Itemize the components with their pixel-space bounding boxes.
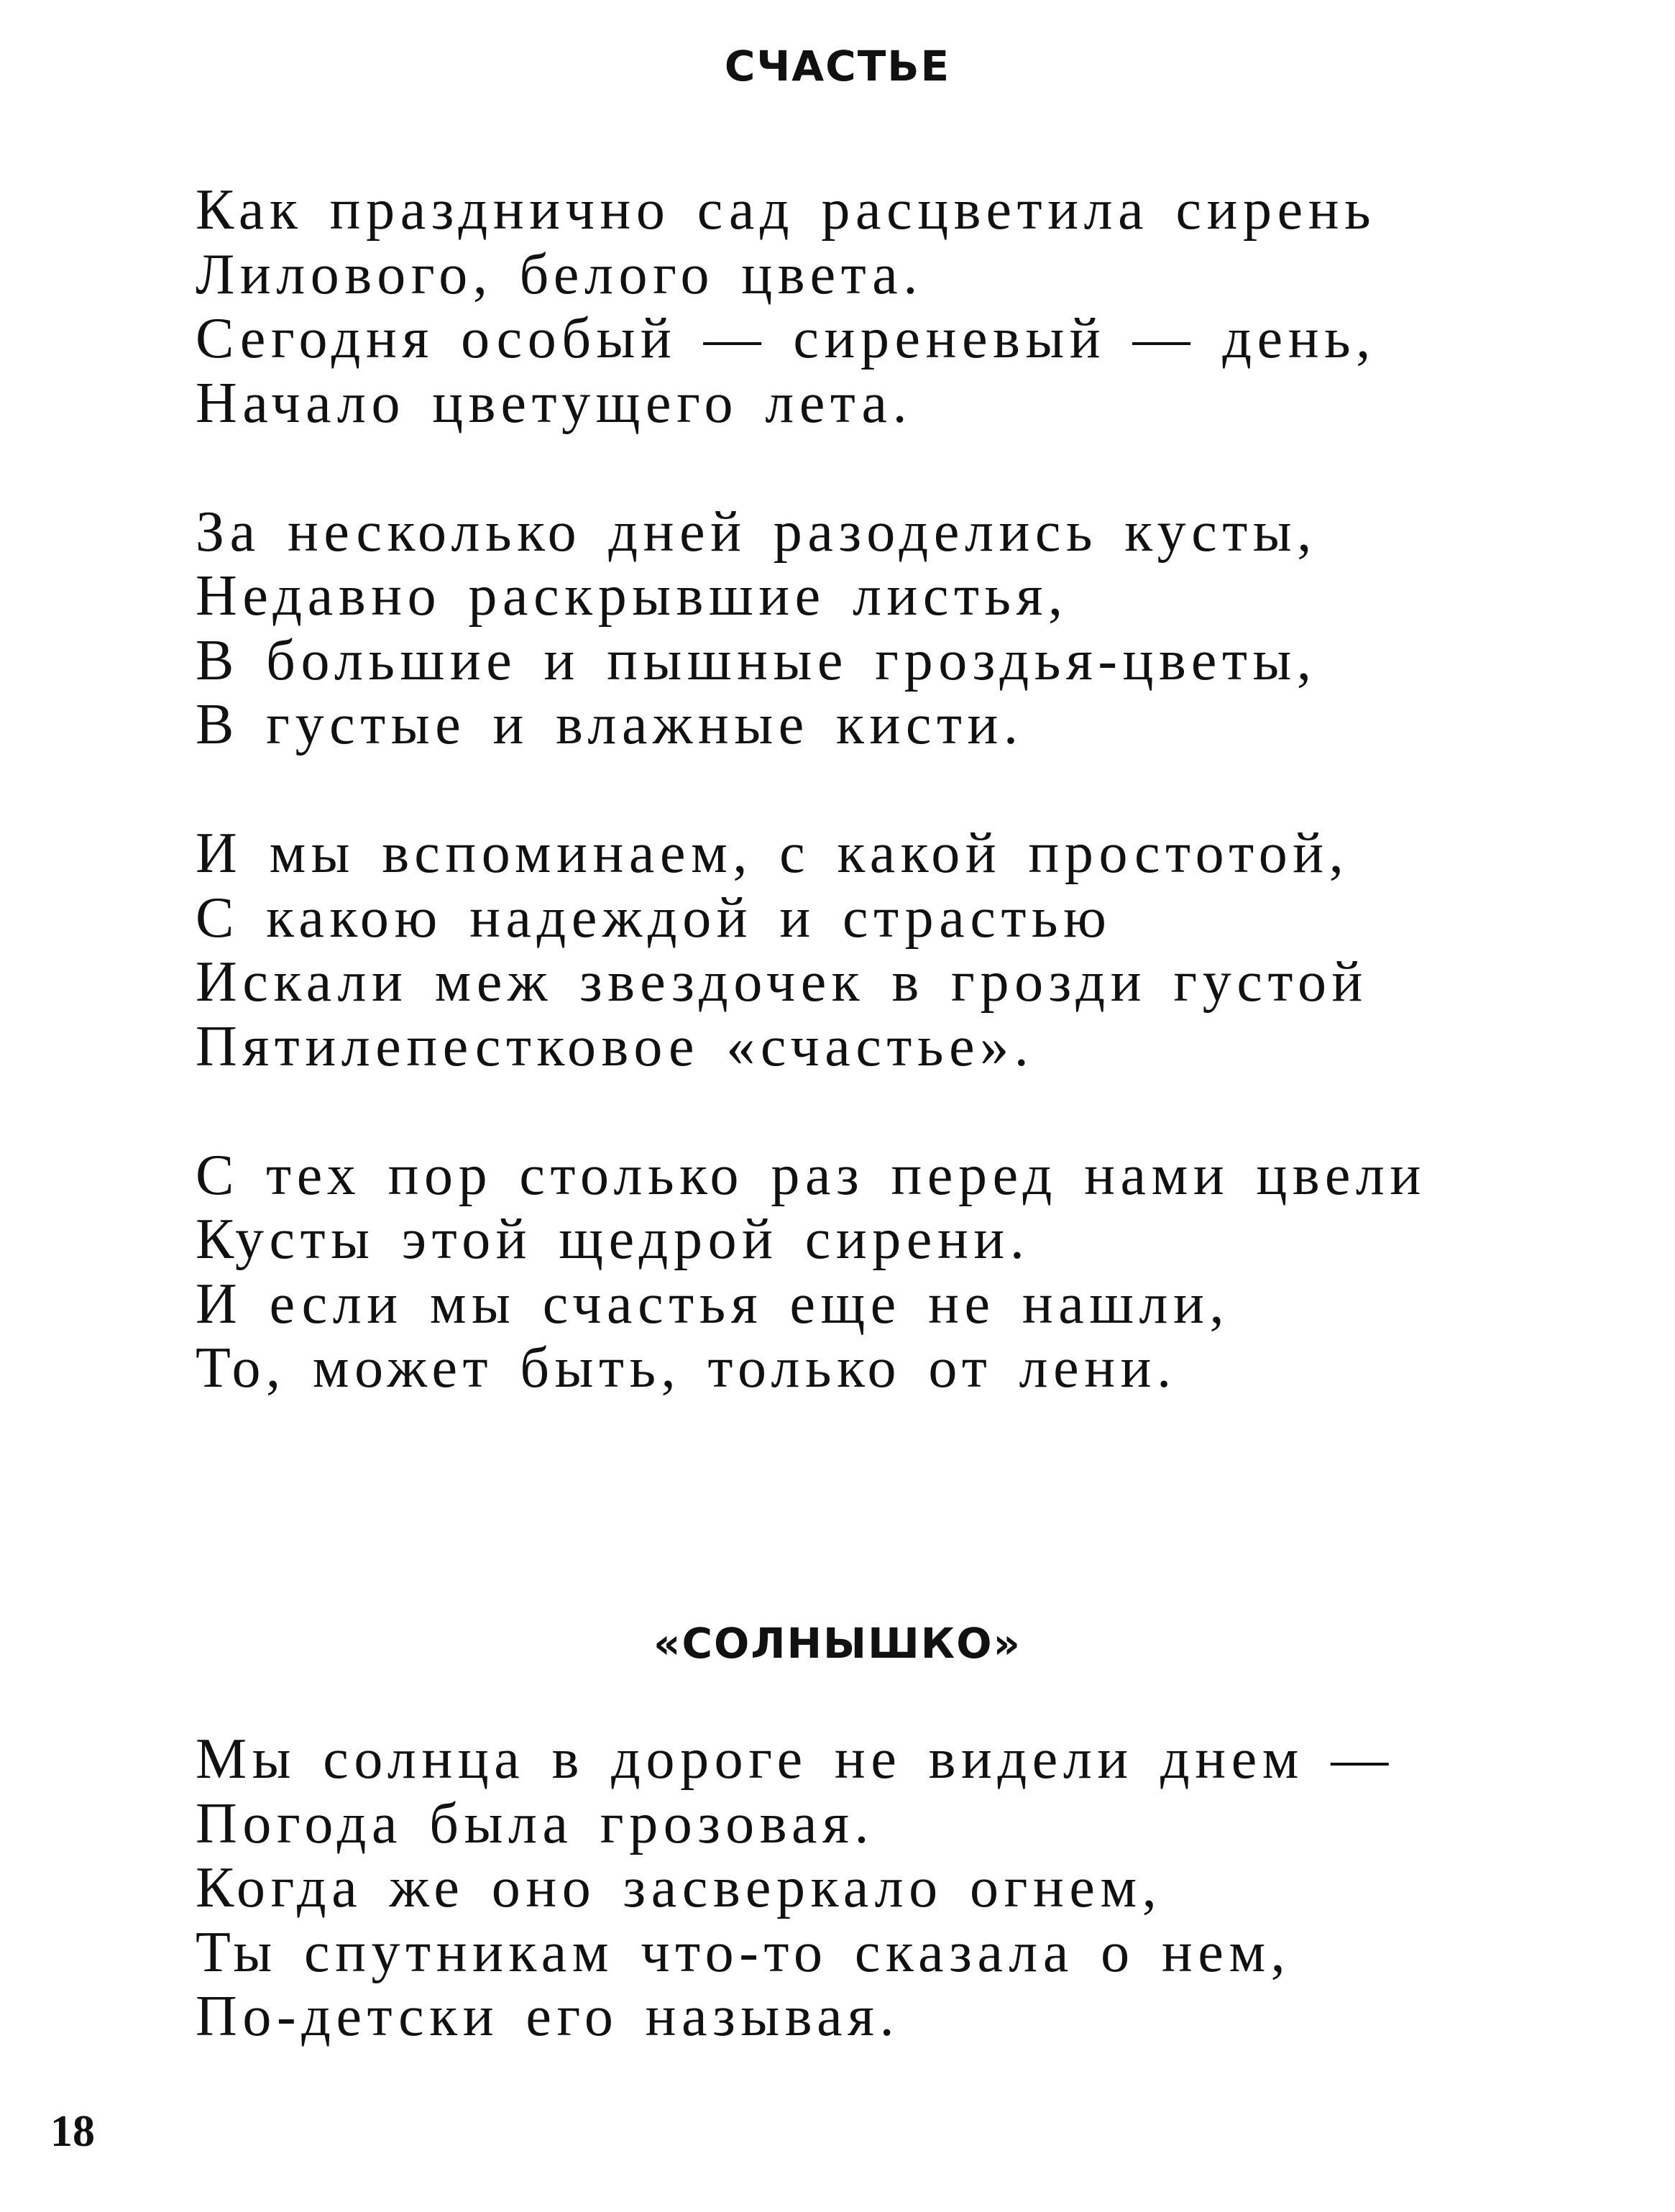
stanza — [196, 822, 1426, 1079]
verse-line: В густые и влажные кисти. — [196, 693, 1024, 756]
verse-line: За несколько дней разоделись кусты, — [196, 500, 1317, 564]
stanza — [196, 1144, 1426, 1401]
verse-line: Мы солнца в дороге не видели днем — — [196, 1727, 1394, 1791]
verse-line: Как празднично сад расцветила сирень — [196, 178, 1377, 242]
verse-line: Кусты этой щедрой сирени. — [196, 1208, 1030, 1271]
verse-line: Искали меж звездочек в грозди густой — [196, 950, 1368, 1014]
verse-line: Когда же оно засверкало огнем, — [196, 1856, 1162, 1919]
verse-line: И мы вспоминаем, с какой простотой, — [196, 822, 1349, 885]
verse-line: По-детски его называя. — [196, 1985, 900, 2048]
poem-body — [196, 178, 1426, 1465]
verse-line: С какою надеждой и страстью — [196, 886, 1112, 950]
verse-line: Лилового, белого цвета. — [196, 242, 924, 306]
poem-title: СЧАСТЬЕ — [724, 42, 951, 91]
verse-line: И если мы счастья еще не нашли, — [196, 1272, 1230, 1336]
verse-line: Погода была грозовая. — [196, 1791, 875, 1855]
verse-line: Начало цветущего лета. — [196, 371, 913, 435]
poem-body — [196, 1727, 1394, 2114]
verse-line: Недавно раскрывшие листья, — [196, 564, 1068, 628]
page-number: 18 — [50, 2107, 95, 2156]
verse-line: С тех пор столько раз перед нами цвели — [196, 1143, 1426, 1207]
stanza — [196, 500, 1426, 758]
verse-line: Пятилепестковое «счастье». — [196, 1014, 1034, 1078]
stanza — [196, 1727, 1394, 2050]
verse-line: В большие и пышные гроздья-цветы, — [196, 628, 1317, 692]
stanza — [196, 178, 1426, 436]
verse-line: То, может быть, только от лени. — [196, 1336, 1177, 1400]
verse-line: Сегодня особый — сиреневый — день, — [196, 307, 1376, 370]
verse-line: Ты спутникам что-то сказала о нем, — [196, 1920, 1291, 1984]
poem-title: «СОЛНЫШКО» — [653, 1619, 1022, 1668]
